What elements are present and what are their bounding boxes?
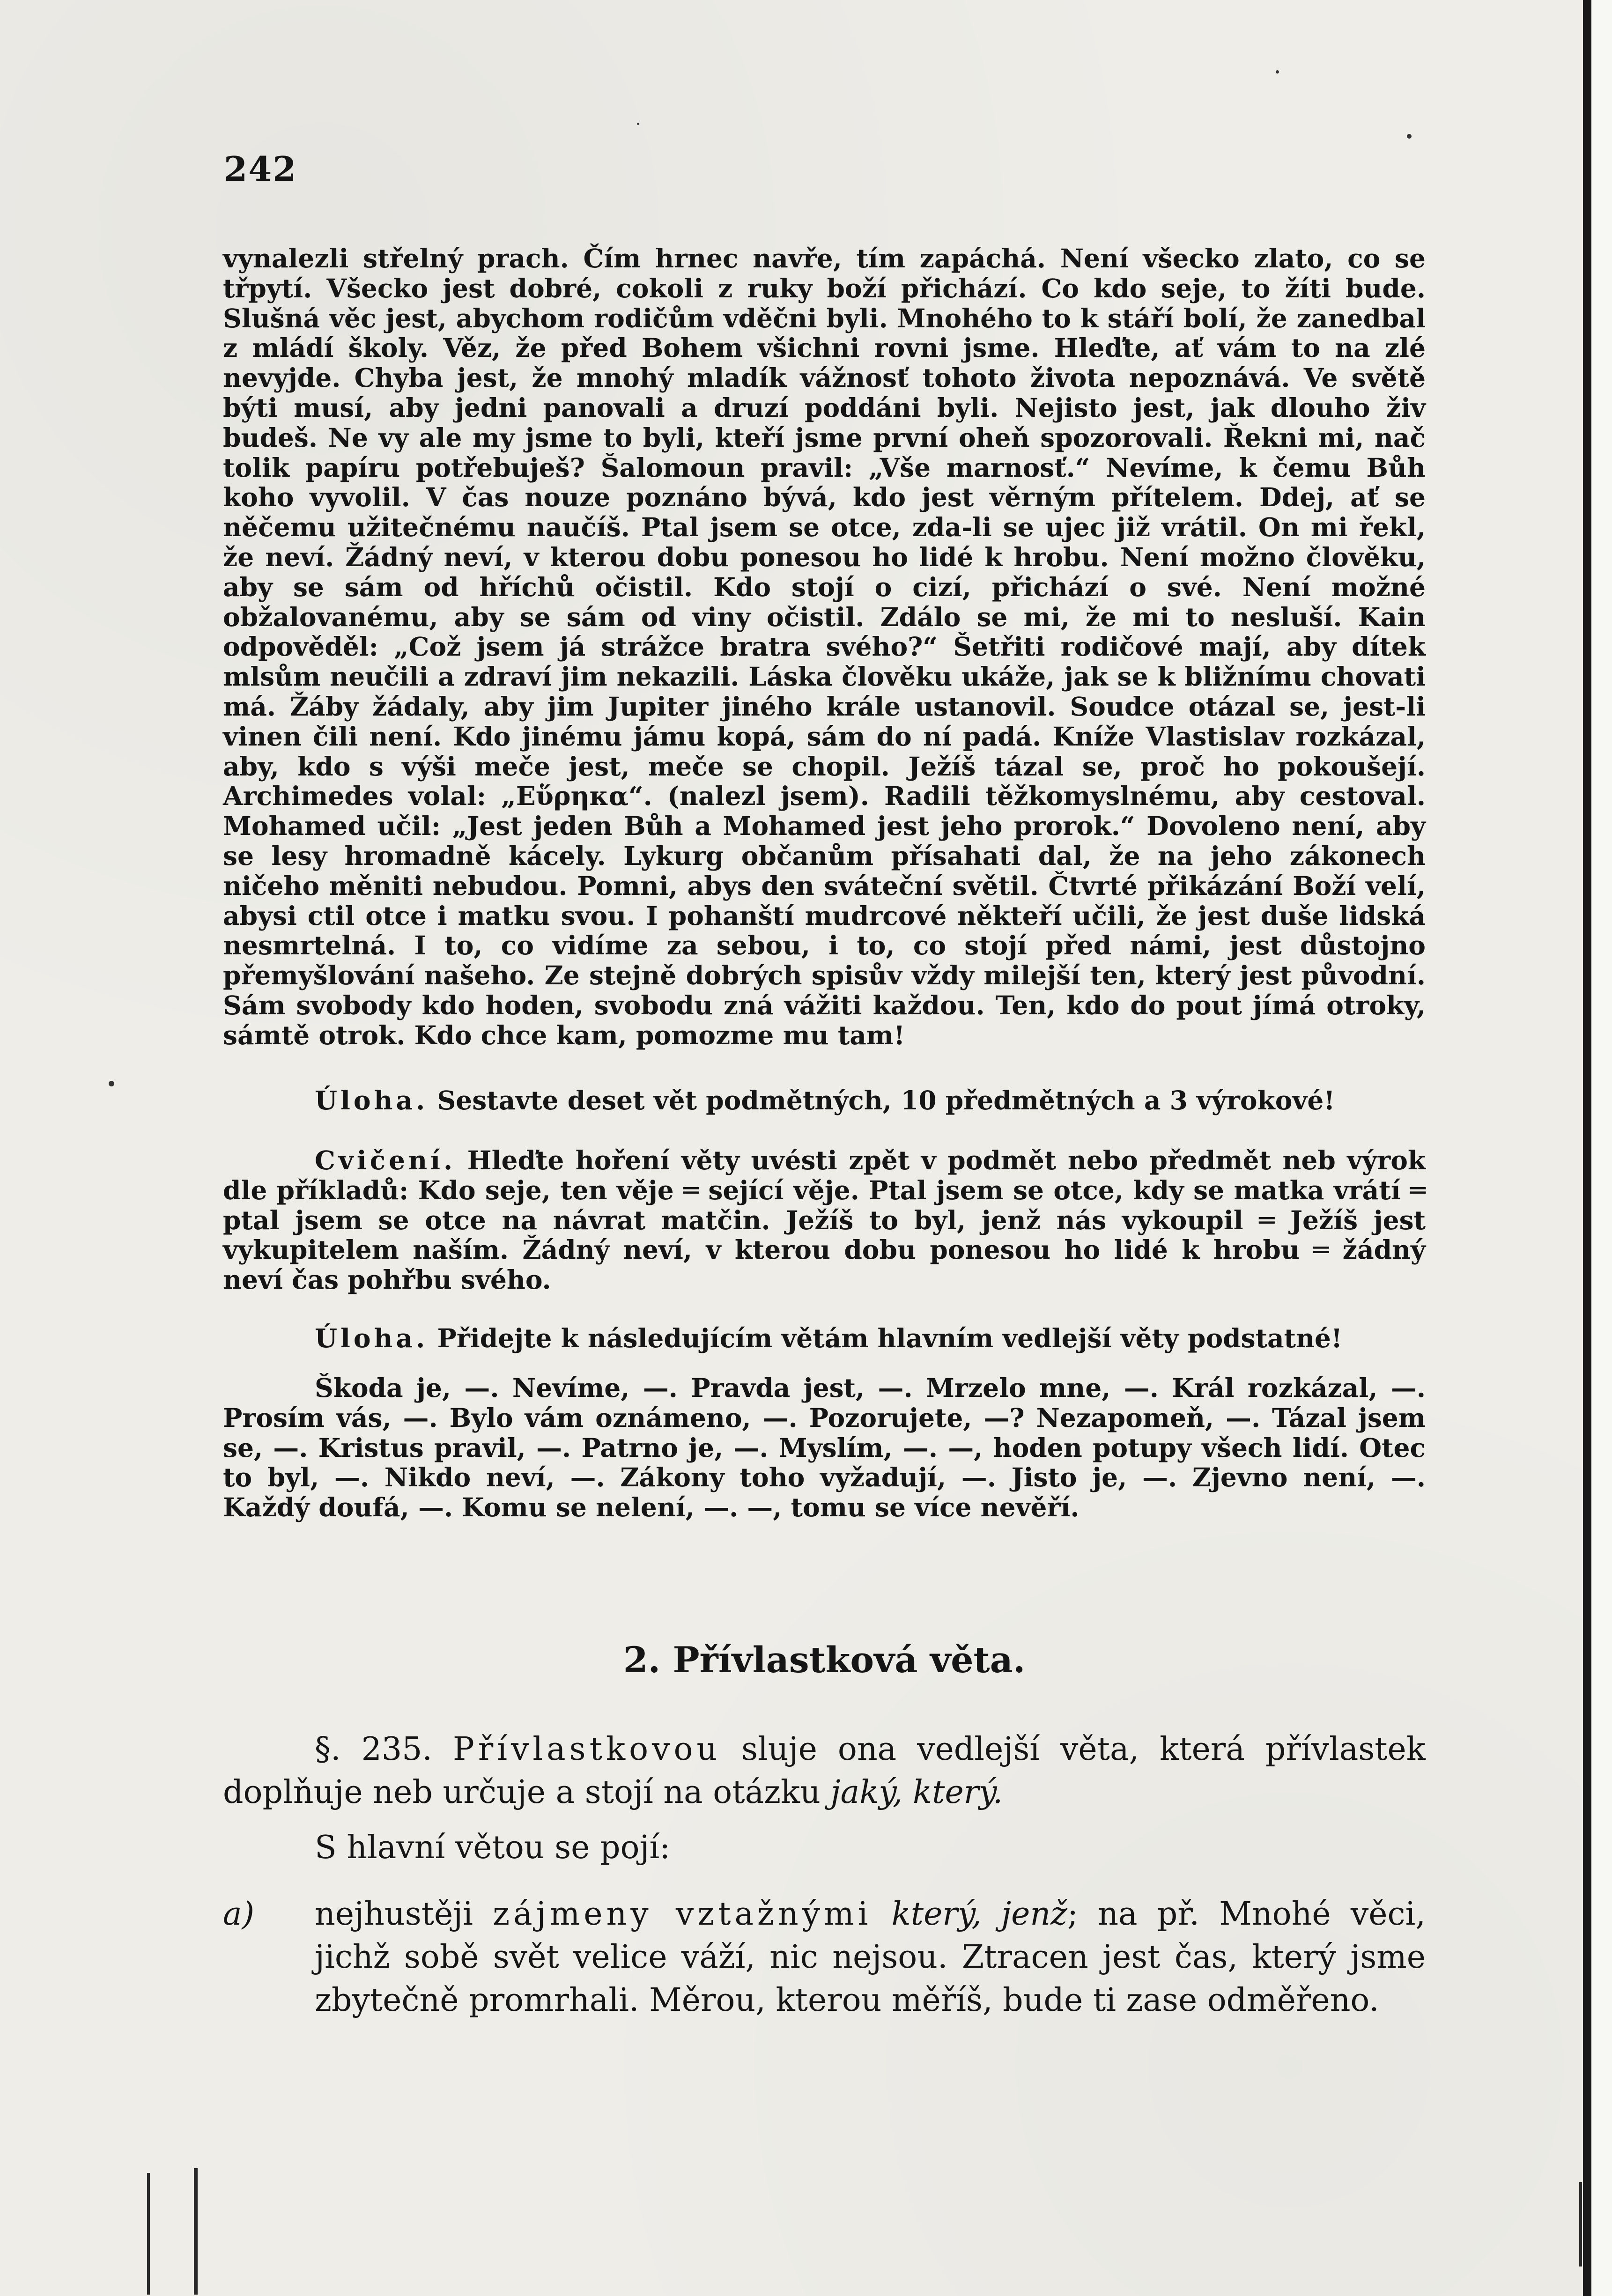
item-a-rest: ; na př. Mnohé věci, jichž sobě svět velice váží, nic nejsou. Ztracen jest čas, který jsme zbytečně promrhali. Měrou, kterou měříš, bude ti zase odměřeno. <box>315 1896 1426 2019</box>
paragraph-number: §. 235. <box>315 1731 432 1768</box>
example-sentences: vynalezli střelný prach. Čím hrnec navře, tím zapáchá. Není všecko zlato, co se třpytí. Všecko jest dobré, cokoli z ruky boží přichází. Co kdo seje, to žíti bude. Slušná věc jest, abychom rodičům vděčni byli. Mnohého to k stáří bolí, že zanedbal z mládí školy. Věz, že před Bohem všichni rovni jsme. Hleďte, ať vám to na zlé nevyjde. Chyba jest, že mnohý mladík vážnosť tohoto života nepoznává. Ve světě býti musí, aby jedni panovali a druzí poddáni byli. Nejisto jest, jak dlouho živ budeš. Ne vy ale my jsme to byli, kteří jsme první oheň spozorovali. Řekni mi, nač tolik papíru potřebuješ? Šalomoun pravil: „Vše marnosť.“ Nevíme, k čemu Bůh koho vyvolil. V čas nouze poznáno bývá, kdo jest věrným přítelem. Ddej, ať se něčemu užitečnému naučíš. Ptal jsem se otce, zda-li se ujec již vrátil. On mi řekl, že neví. Žádný neví, v kterou dobu ponesou ho lidé k hrobu. Není možno člověku, aby se sám od hříchů očistil. Kdo stojí o cizí, přichází o své. Není možné obžalovanému, aby se sám od viny očistil. Zdálo se mi, že mi to nesluší. Kain odpověděl: „Což jsem já strážce bratra svého?“ Šetřiti rodičové mají, aby dítek mlsům neučili a zdraví jim nekazili. Láska člověku ukáže, jak se k bližnímu chovati má. Žáby žádaly, aby jim Jupiter jiného krále ustanovil. Soudce otázal se, jest-li vinen čili není. Kdo jinému jámu kopá, sám do ní padá. Kníže Vlastislav rozkázal, aby, kdo s výši meče jest, meče se chopil. Ježíš tázal se, proč ho pokoušejí. Archimedes volal: „Εὕρηκα“. (nalezl jsem). Radili těžkomyslnému, aby cestoval. Mohamed učil: „Jest jeden Bůh a Mohamed jest jeho prorok.“ Dovoleno není, aby se lesy hromadně kácely. Lykurg občanům přísahati dal, že na jeho zákonech ničeho měniti nebudou. Pomni, abys den sváteční světil. Čtvrté přikázání Boží velí, abysi ctil otce i matku svou. I pohanští mudrcové někteří učili, že jest duše lidská nesmrtelná. I to, co vidíme za sebou, i to, co stojí před námi, jest důstojno přemyšlování našeho. Ze stejně dobrých spisův vždy milejší ten, který jest původní. Sám svobody kdo hoden, svobodu zná vážiti každou. Ten, kdo do pout jímá otroky, sámtě otrok. Kdo chce kam, pomozme mu tam! <box>223 243 1426 1050</box>
item-a-lead: nejhustěji <box>315 1896 473 1933</box>
task-2-block <box>223 1323 1426 1353</box>
exercise <box>223 1145 1426 1295</box>
scan-speck <box>109 1081 114 1086</box>
item-a-body <box>315 1893 1426 2022</box>
task-1-text: Sestavte deset vět podmětných, 10 předmětných a 3 výrokové! <box>437 1085 1335 1115</box>
join-intro: S hlavní větou se pojí: <box>315 1829 671 1866</box>
definition-text: sluje ona vedlejší věta, která přívlastek doplňuje neb určuje a stojí na otázku <box>223 1731 1426 1811</box>
paragraph-235-block <box>223 1728 1426 1814</box>
item-a-words: který, jenž <box>891 1896 1068 1933</box>
exercise-text: Hleďte hoření věty uvésti zpět v podmět nebo předmět neb výrok dle příkladů: Kdo seje, ten věje ═ sející věje. Ptal jsem se otce, kdy se matka vrátí ═ ptal jsem se otce na návrat matčin. Ježíš to byl, jenž nás vykoupil ═ Ježíš jest vykupitelem naším. Žádný neví, v kterou dobu ponesou ho lidé k hrobu ═ žádný neví čas pohřbu svého. <box>223 1145 1426 1295</box>
scan-speck <box>1407 134 1412 139</box>
scan-mark <box>147 2173 150 2295</box>
paragraph-235 <box>223 1728 1426 1814</box>
task-1 <box>223 1085 1426 1115</box>
examples-block <box>223 244 1426 1050</box>
exercise-label: Cvičení. <box>315 1145 456 1175</box>
task-2 <box>223 1323 1426 1353</box>
section-heading: 2. Přívlastková věta. <box>623 1639 1026 1681</box>
book-binding-edge <box>1583 0 1591 2296</box>
page-number: 242 <box>224 149 297 189</box>
task-2-label: Úloha. <box>315 1323 429 1353</box>
question-words: jaký, který. <box>830 1774 1003 1811</box>
join-intro-block <box>223 1826 1426 1869</box>
item-a-term: zájmeny vztažnými <box>493 1896 872 1933</box>
fill-in-block <box>223 1373 1426 1522</box>
exercise-block <box>223 1145 1426 1295</box>
item-a <box>223 1893 1426 2022</box>
item-a-block <box>223 1893 1426 2022</box>
scan-mark <box>1579 2182 1582 2266</box>
scan-speck <box>637 123 639 125</box>
task-1-block <box>223 1085 1426 1115</box>
defined-term: Přívlastkovou <box>452 1731 721 1768</box>
scan-speck <box>1276 70 1279 74</box>
item-a-label: a) <box>223 1896 255 1933</box>
scan-mark <box>194 2168 198 2295</box>
page-edge-margin <box>1591 0 1612 2296</box>
fill-in-sentences: Škoda je, —. Nevíme, —. Pravda jest, —. Mrzelo mne, —. Král rozkázal, —. Prosím vás, —. Bylo vám oznámeno, —. Pozorujete, —? Nezapomeň, —. Tázal jsem se, —. Kristus pravil, —. Patrno je, —. Myslím, —. —, hoden potupy všech lidí. Otec to byl, —. Nikdo neví, —. Zákony toho vyžadují, —. Jisto je, —. Zjevno není, —. Každý doufá, —. Komu se nelení, —. —, tomu se více nevěří. <box>223 1373 1426 1523</box>
task-1-label: Úloha. <box>315 1085 429 1115</box>
task-2-text: Přidejte k následujícím větám hlavním vedlejší věty podstatné! <box>437 1323 1343 1353</box>
